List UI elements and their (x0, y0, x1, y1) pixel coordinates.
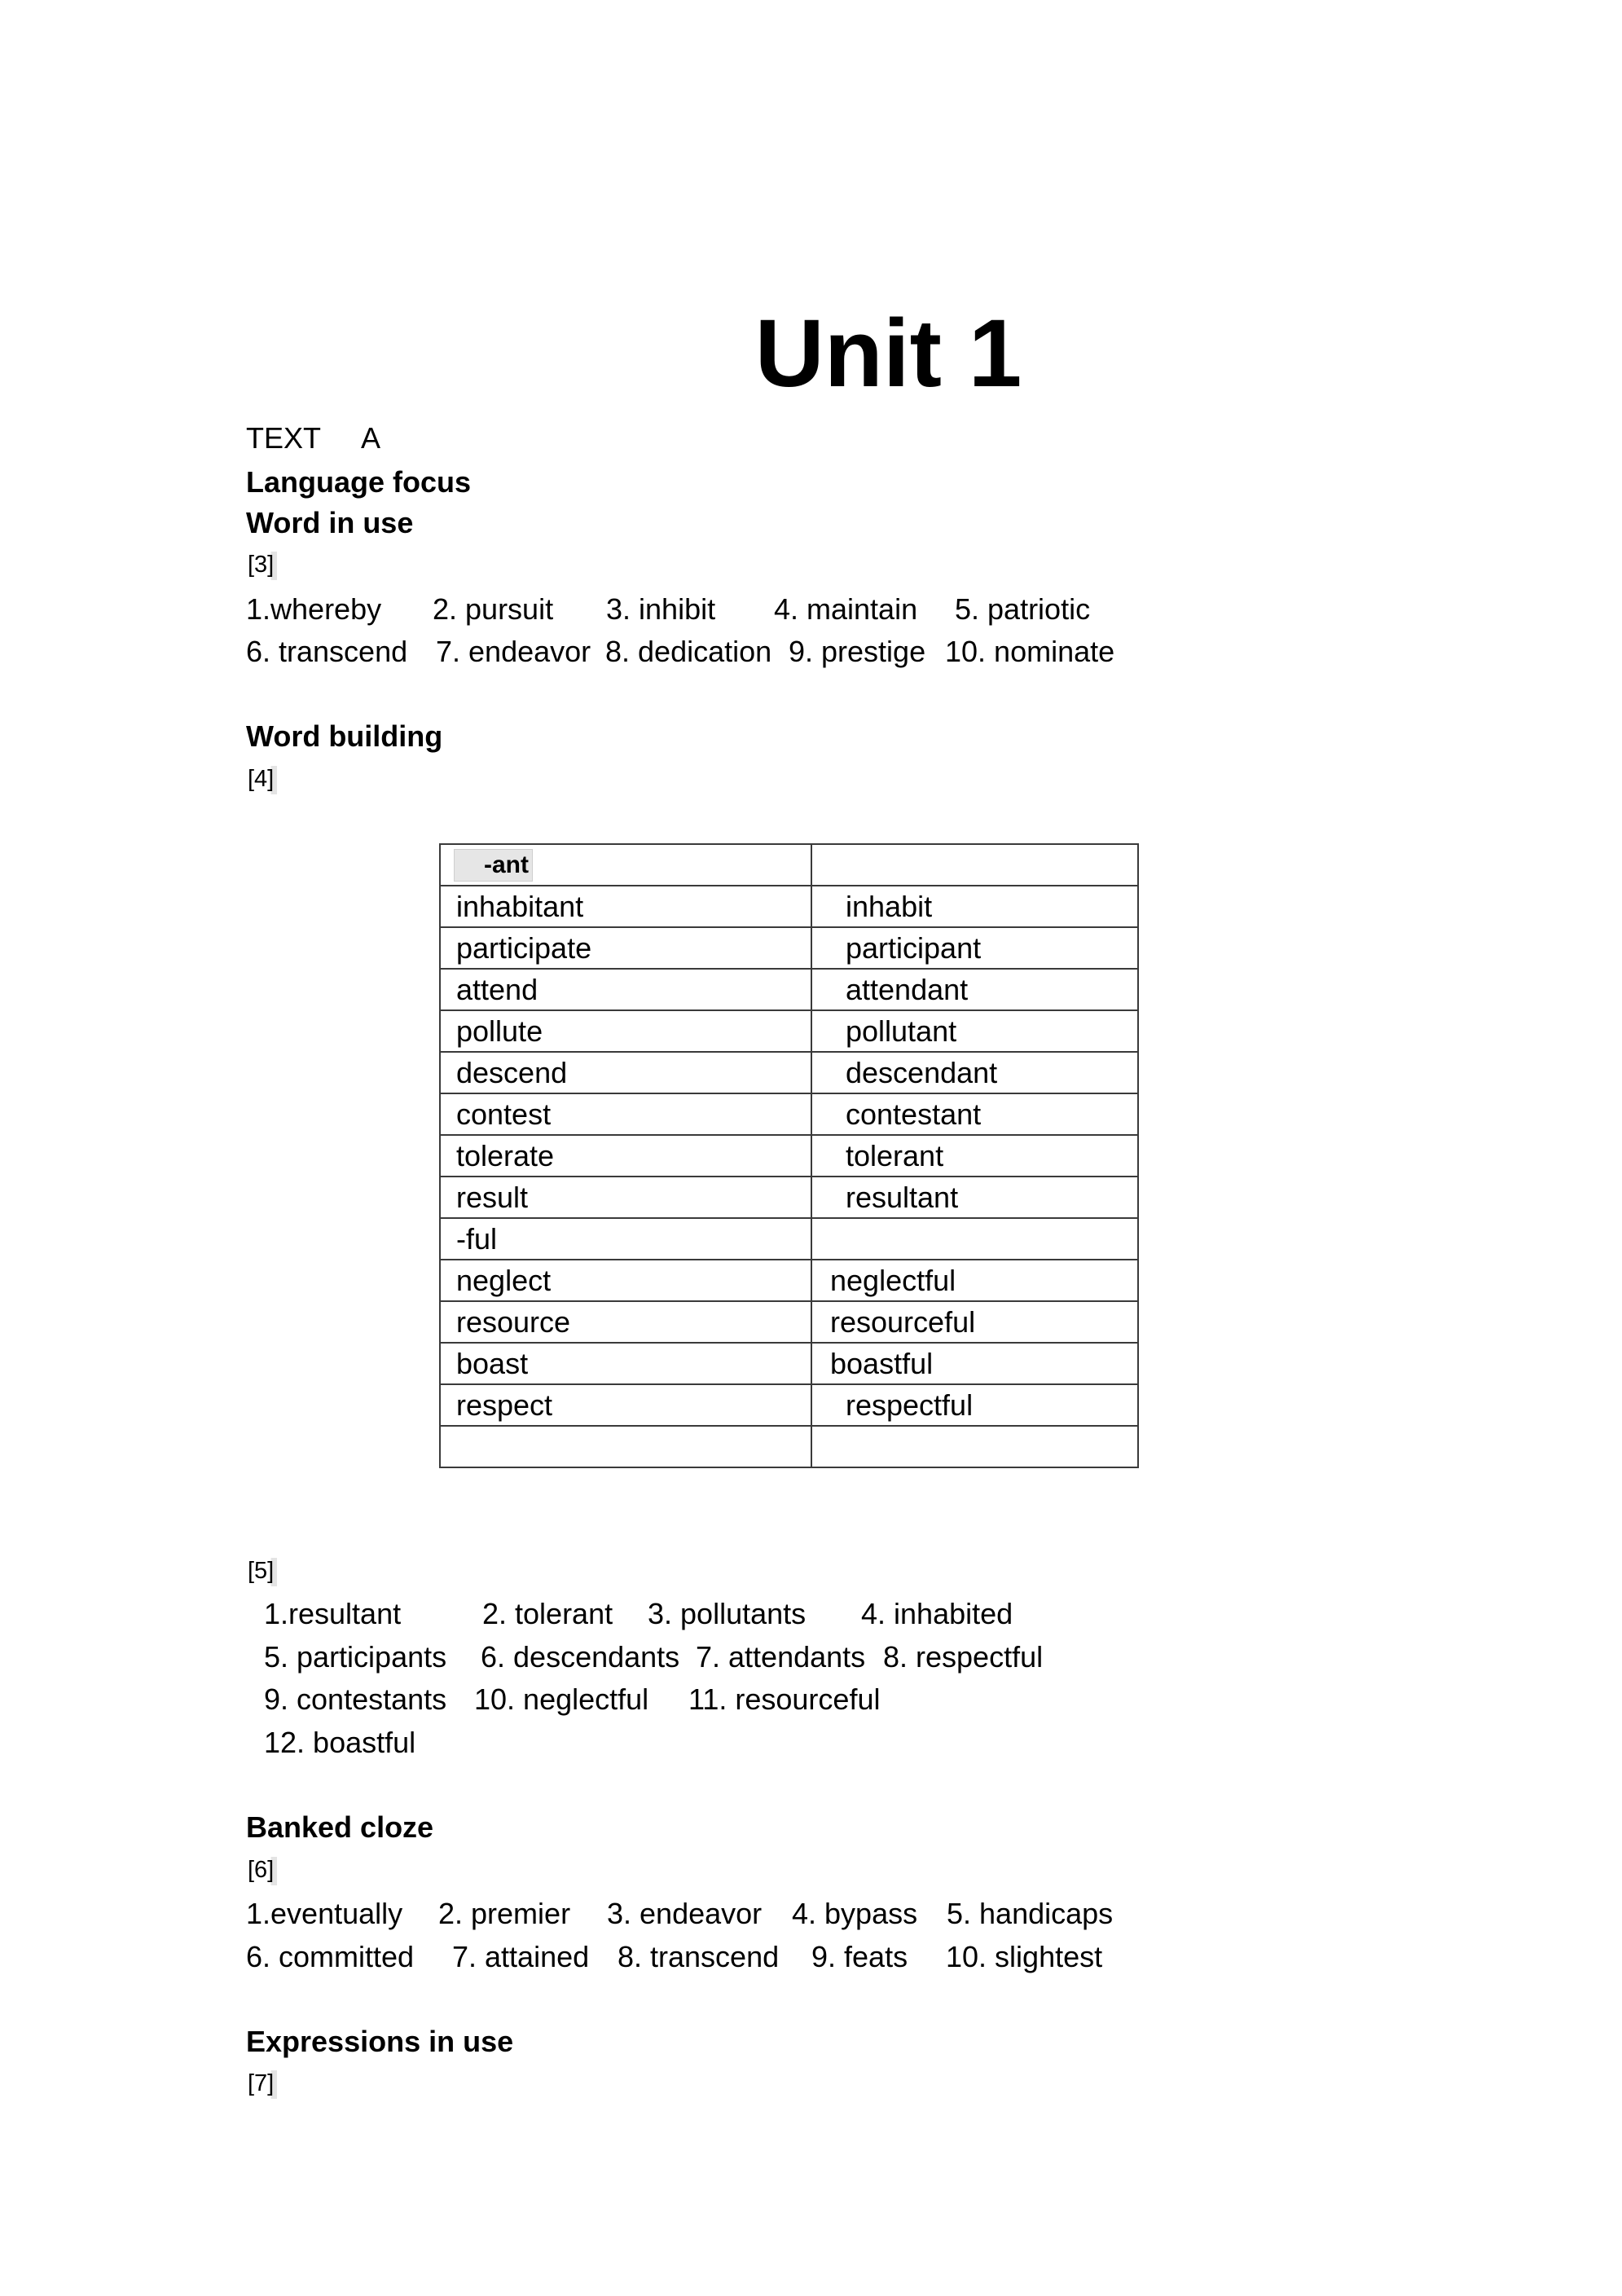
table-cell: inhabit (811, 886, 1138, 927)
table-cell: respectful (811, 1384, 1138, 1426)
answer-item: 8. dedication (605, 635, 772, 668)
table-cell: pollute (440, 1010, 811, 1052)
table-row (440, 1093, 1138, 1135)
section-language-focus: Language focus (246, 465, 472, 499)
answer-item: 6. descendants (481, 1640, 680, 1674)
answer-item: 3. endeavor (607, 1897, 763, 1930)
answer-item: 10. slightest (946, 1940, 1103, 1973)
answer-item: 7. attained (452, 1940, 590, 1973)
banked-cloze-line-2 (246, 1942, 1549, 1975)
table-cell: tolerant (811, 1135, 1138, 1177)
answer-item: 6. committed (246, 1940, 415, 1973)
exercise-tag-6: [6] (246, 1857, 277, 1885)
table-cell: respect (440, 1384, 811, 1426)
table-cell (811, 1218, 1138, 1260)
table-cell (811, 844, 1138, 886)
table-cell: boast (440, 1343, 811, 1384)
answer-item: 9. feats (811, 1940, 908, 1973)
answer-item: 9. contestants (264, 1682, 447, 1716)
answer-item: 1.whereby (246, 592, 382, 626)
table-cell: inhabitant (440, 886, 811, 927)
answer-item: 4. inhabited (861, 1597, 1013, 1630)
answers5-line-1 (264, 1599, 1567, 1632)
table-row (440, 1010, 1138, 1052)
answer-item: 2. pursuit (433, 592, 554, 626)
answer-item: 3. pollutants (648, 1597, 807, 1630)
answer-item: 1.eventually (246, 1897, 403, 1930)
table-cell: tolerate (440, 1135, 811, 1177)
answer-item: 10. neglectful (474, 1682, 649, 1716)
answer-item: 5. participants (264, 1640, 447, 1674)
table-cell (811, 1426, 1138, 1467)
table-cell: resourceful (811, 1301, 1138, 1343)
table-cell: neglectful (811, 1260, 1138, 1301)
answer-item: 1.resultant (264, 1597, 402, 1630)
answer-item: 3. inhibit (606, 592, 716, 626)
table-cell: attend (440, 969, 811, 1010)
answer-item: 7. endeavor (436, 635, 591, 668)
answer-item: 6. transcend (246, 635, 408, 668)
table-cell: boastful (811, 1343, 1138, 1384)
section-banked-cloze: Banked cloze (246, 1810, 434, 1844)
word-building-table (439, 843, 1139, 1468)
suffix-header-ant: -ant (454, 849, 533, 882)
answers5-line-3 (264, 1682, 1567, 1718)
answer-item: 7. attendants (696, 1640, 866, 1674)
table-row (440, 1343, 1138, 1384)
table-cell: contest (440, 1093, 811, 1135)
section-word-building: Word building (246, 719, 443, 753)
banked-cloze-line-1 (246, 1899, 1549, 1932)
table-row (440, 1426, 1138, 1467)
answer-item: 8. respectful (883, 1640, 1044, 1674)
table-row (440, 1260, 1138, 1301)
table-cell: resultant (811, 1177, 1138, 1218)
table-row (440, 1135, 1138, 1177)
answer-item: 10. nominate (945, 635, 1115, 668)
word-in-use-line-2 (246, 637, 1549, 670)
table-cell (440, 844, 811, 886)
table-row (440, 1218, 1138, 1260)
answer-item: 5. handicaps (947, 1897, 1114, 1930)
suffix-header-ful: -ful (440, 1218, 811, 1260)
answer-item: 11. resourceful (688, 1682, 881, 1716)
table-row (440, 1052, 1138, 1093)
table-row (440, 886, 1138, 927)
section-word-in-use: Word in use (246, 506, 414, 539)
text-label: TEXT (246, 421, 322, 455)
answer-item: 5. patriotic (955, 592, 1091, 626)
table-row (440, 844, 1138, 886)
answer-item: 12. boastful (264, 1726, 416, 1759)
table-cell: participant (811, 927, 1138, 969)
answer-item: 8. transcend (618, 1940, 780, 1973)
answers5-line-2 (264, 1640, 1567, 1675)
table-cell: result (440, 1177, 811, 1218)
answers5-line-4 (264, 1728, 1567, 1761)
section-expressions-in-use: Expressions in use (246, 2025, 514, 2058)
answer-item: 2. premier (438, 1897, 571, 1930)
table-row (440, 1384, 1138, 1426)
table-row (440, 1301, 1138, 1343)
table-row (440, 927, 1138, 969)
answer-item: 2. tolerant (482, 1597, 613, 1630)
exercise-tag-7: [7] (246, 2070, 277, 2099)
table-cell: attendant (811, 969, 1138, 1010)
text-letter: A (361, 421, 381, 455)
exercise-tag-4: [4] (246, 766, 277, 794)
answer-item: 4. bypass (792, 1897, 918, 1930)
table-cell: resource (440, 1301, 811, 1343)
word-in-use-line-1 (246, 592, 1549, 627)
table-cell: participate (440, 927, 811, 969)
table-cell: descend (440, 1052, 811, 1093)
table-cell: descendant (811, 1052, 1138, 1093)
answer-item: 4. maintain (774, 592, 918, 626)
table-row (440, 969, 1138, 1010)
page-title: Unit 1 (754, 300, 1022, 407)
table-cell: neglect (440, 1260, 811, 1301)
answer-item: 9. prestige (789, 635, 926, 668)
exercise-tag-3: [3] (246, 552, 277, 580)
table-cell: pollutant (811, 1010, 1138, 1052)
exercise-tag-5: [5] (246, 1558, 277, 1586)
table-cell (440, 1426, 811, 1467)
table-row (440, 1177, 1138, 1218)
table-cell: contestant (811, 1093, 1138, 1135)
